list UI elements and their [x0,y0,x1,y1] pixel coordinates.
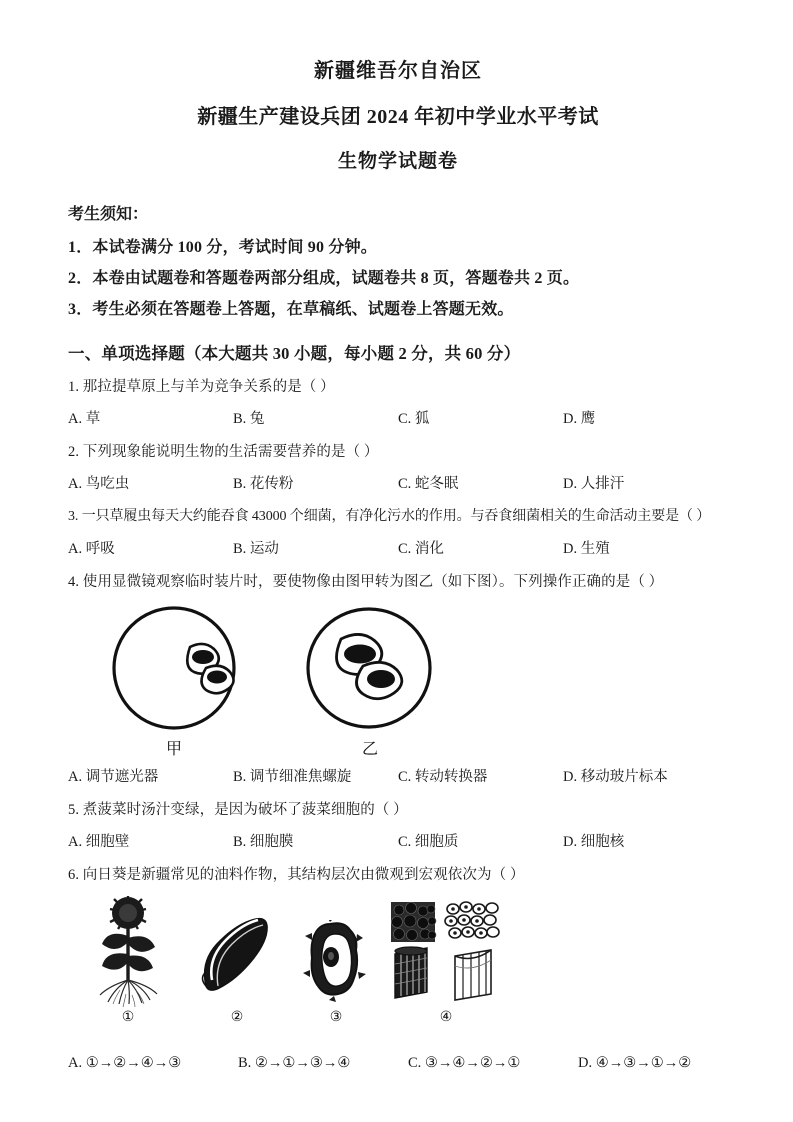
question-4 [68,567,728,792]
exam-name: 新疆生产建设兵团 2024 年初中学业水平考试 [197,106,599,128]
region-name: 新疆维吾尔自治区 [314,60,482,82]
question-6-stem: 6. 向日葵是新疆常见的油料作物，其结构层次由微观到宏观依次为（ ） [68,867,525,883]
question-2 [68,437,728,499]
question-4-option-c[interactable]: C. 转动转换器 [398,769,488,785]
plant-tissues-icon [387,900,505,1008]
question-6-option-c[interactable]: C. ③→④→②→① [408,1055,521,1071]
page-content [68,56,728,1078]
notice-heading: 考生须知： [68,206,149,223]
question-4-option-d[interactable]: D. 移动玻片标本 [563,769,668,785]
question-5-option-b[interactable]: B. 细胞膜 [233,834,294,850]
question-6-option-b[interactable]: B. ②→①→③→④ [238,1055,351,1071]
level-item-3 [300,920,372,1026]
level-label-2: ② [230,1010,244,1025]
question-1-option-a[interactable]: A. 草 [68,411,101,427]
figure-label-yi: 乙 [362,741,379,758]
microscope-view-diagram [98,605,458,737]
candidate-notice [68,200,728,325]
question-3-option-c[interactable]: C. 消化 [398,541,444,557]
question-6-option-a[interactable]: A. ①→②→④→③ [68,1055,182,1071]
subject-title: 生物学试题卷 [337,151,458,172]
question-5-stem: 5. 煮菠菜时汤汁变绿，是因为破坏了菠菜细胞的（ ） [68,802,408,818]
sunflower-seed-icon [192,910,282,1008]
question-2-option-c[interactable]: C. 蛇冬眠 [398,476,459,492]
question-1-stem: 1. 那拉提草原上与羊为竞争关系的是（ ） [68,379,335,395]
sunflower-plant-icon [88,896,168,1008]
level-item-2 [192,910,282,1026]
notice-item-1: 1．本试卷满分 100 分，考试时间 90 分钟。 [68,239,378,256]
notice-item-3: 3．考生必须在答题卷上答题，在草稿纸、试题卷上答题无效。 [68,301,514,318]
question-3-option-a[interactable]: A. 呼吸 [68,541,115,557]
question-1-option-c[interactable]: C. 狐 [398,411,430,427]
question-4-options [68,762,728,792]
question-4-figure-labels [98,736,728,760]
question-6-figure [82,896,728,1046]
question-5-option-d[interactable]: D. 细胞核 [563,834,625,850]
level-item-4 [387,900,505,1026]
question-1-option-d[interactable]: D. 鹰 [563,411,596,427]
question-4-option-a[interactable]: A. 调节遮光器 [68,769,159,785]
question-2-option-d[interactable]: D. 人排汗 [563,476,625,492]
question-5 [68,795,728,857]
figure-label-jia: 甲 [166,741,183,758]
level-label-4: ④ [439,1010,453,1025]
question-6 [68,860,728,1078]
exam-title-block [68,56,728,176]
question-6-option-d[interactable]: D. ④→③→①→② [578,1055,692,1071]
level-label-3: ③ [329,1010,343,1025]
plant-cell-icon [300,920,372,1008]
question-3-stem: 3. 一只草履虫每天大约能吞食 43000 个细菌，有净化污水的作用。与吞食细菌相关的生命活动主要是（ ） [68,509,711,524]
question-5-options [68,827,728,857]
question-2-stem: 2. 下列现象能说明生物的生活需要营养的是（ ） [68,444,379,460]
question-3-options [68,534,728,564]
question-1-option-b[interactable]: B. 兔 [233,411,265,427]
question-2-option-b[interactable]: B. 花传粉 [233,476,294,492]
question-1 [68,372,728,434]
level-item-1 [88,896,168,1026]
question-4-option-b[interactable]: B. 调节细准焦螺旋 [233,769,352,785]
question-2-option-a[interactable]: A. 鸟吃虫 [68,476,130,492]
question-3-option-d[interactable]: D. 生殖 [563,541,610,557]
question-3 [68,502,728,564]
notice-item-2: 2．本卷由试题卷和答题卷两部分组成，试题卷共 8 页，答题卷共 2 页。 [68,270,580,287]
question-2-options [68,469,728,499]
question-1-options [68,404,728,434]
question-4-stem: 4. 使用显微镜观察临时装片时，要使物像由图甲转为图乙（如下图）。下列操作正确的是（ ） [68,574,664,590]
level-label-1: ① [121,1010,135,1025]
section-heading-multiple-choice: 一、单项选择题（本大题共 30 小题，每小题 2 分，共 60 分） [68,344,521,363]
question-4-figure [98,605,728,760]
question-6-options [68,1048,728,1078]
question-3-option-b[interactable]: B. 运动 [233,541,279,557]
question-5-option-a[interactable]: A. 细胞壁 [68,834,130,850]
question-5-option-c[interactable]: C. 细胞质 [398,834,459,850]
